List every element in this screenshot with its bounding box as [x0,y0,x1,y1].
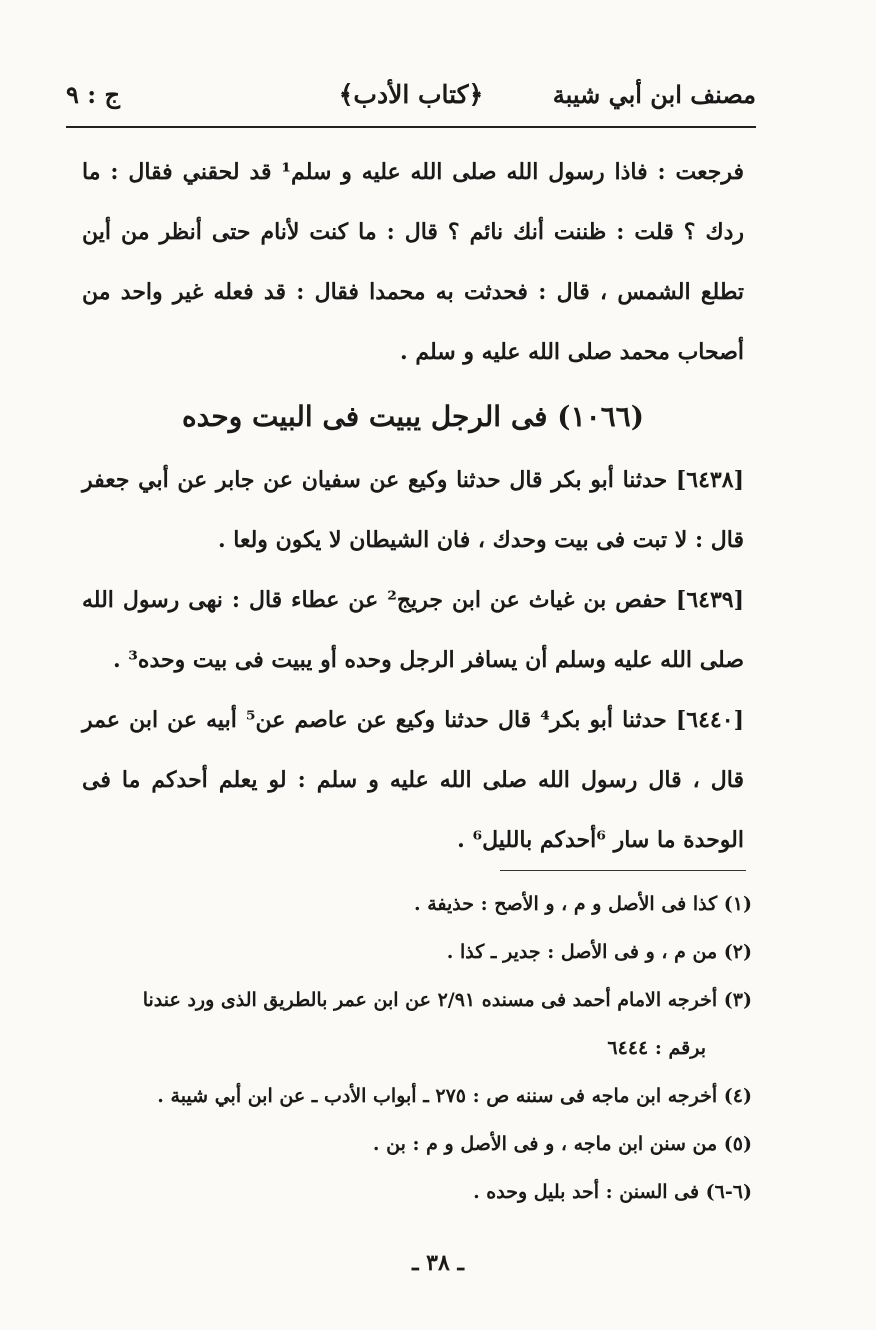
hadith-text: حدثنا أبو بكر⁴ قال حدثنا وكيع عن عاصم عن⁵ أبيه عن ابن عمر قال ، قال رسول الله صلى الله عليه و سلم : لو يعلم أحدكم ما فى الوحدة ما سار ⁶أحدكم بالليل⁶ . [82,707,744,853]
footnotes [82,880,752,1216]
volume-number: ج : ٩ [66,80,120,109]
page-number: ـ ٣٨ ـ [412,1250,464,1276]
book-title: مصنف ابن أبي شيبة [552,80,756,109]
hadith-6439 [82,570,744,690]
footnote-divider [500,870,746,871]
hadith-number: [٦٤٤٠] [675,707,744,733]
footnote-2: (٢) من م ، و فى الأصل : جدير ـ كذا . [446,941,752,963]
footnote-6: (٦-٦) فى السنن : أحد بليل وحده . [473,1181,752,1203]
footnote-3: (٣) أخرجه الامام أحمد فى مسنده ٢/٩١ عن ابن عمر بالطريق الذى ورد عندنا [142,989,752,1011]
hadith-text: حدثنا أبو بكر قال حدثنا وكيع عن سفيان عن جابر عن أبي جعفر قال : لا تبت فى بيت وحدك ، فان الشيطان لا يكون ولعا . [82,467,744,553]
hadith-6440 [82,690,744,870]
main-text [82,142,744,870]
paragraph-continuation: فرجعت : فاذا رسول الله صلى الله عليه و سلم¹ قد لحقني فقال : ما ردك ؟ قلت : ظننت أنك نائم ؟ قال : ما كنت لأنام حتى أنظر من أين تطلع الشمس ، قال : فحدثت به محمدا فقال : قد فعله غير واحد من أصحاب محمد صلى الله عليه و سلم . [82,159,744,365]
hadith-6438 [82,450,744,570]
header-divider [66,126,756,128]
footnote-3-continuation: برقم : ٦٤٤٤ [607,1037,706,1059]
hadith-number: [٦٤٣٩] [675,587,744,613]
footnote-1: (١) كذا فى الأصل و م ، و الأصح : حذيفة . [413,893,752,915]
section-heading: (١٠٦٦) فى الرجل يبيت فى البيت وحده [182,400,644,433]
hadith-text: حفص بن غياث عن ابن جريج² عن عطاء قال : نهى رسول الله صلى الله عليه وسلم أن يسافر الرجل وحده أو يبيت فى بيت وحده³ . [82,587,744,673]
footnote-5: (٥) من سنن ابن ماجه ، و فى الأصل و م : بن . [372,1133,752,1155]
page-header [66,72,756,126]
hadith-number: [٦٤٣٨] [675,467,744,493]
footnote-4: (٤) أخرجه ابن ماجه فى سننه ص : ٢٧٥ ـ أبواب الأدب ـ عن ابن أبي شيبة . [157,1085,752,1107]
chapter-title: ﴿كتاب الأدب﴾ [338,80,484,109]
